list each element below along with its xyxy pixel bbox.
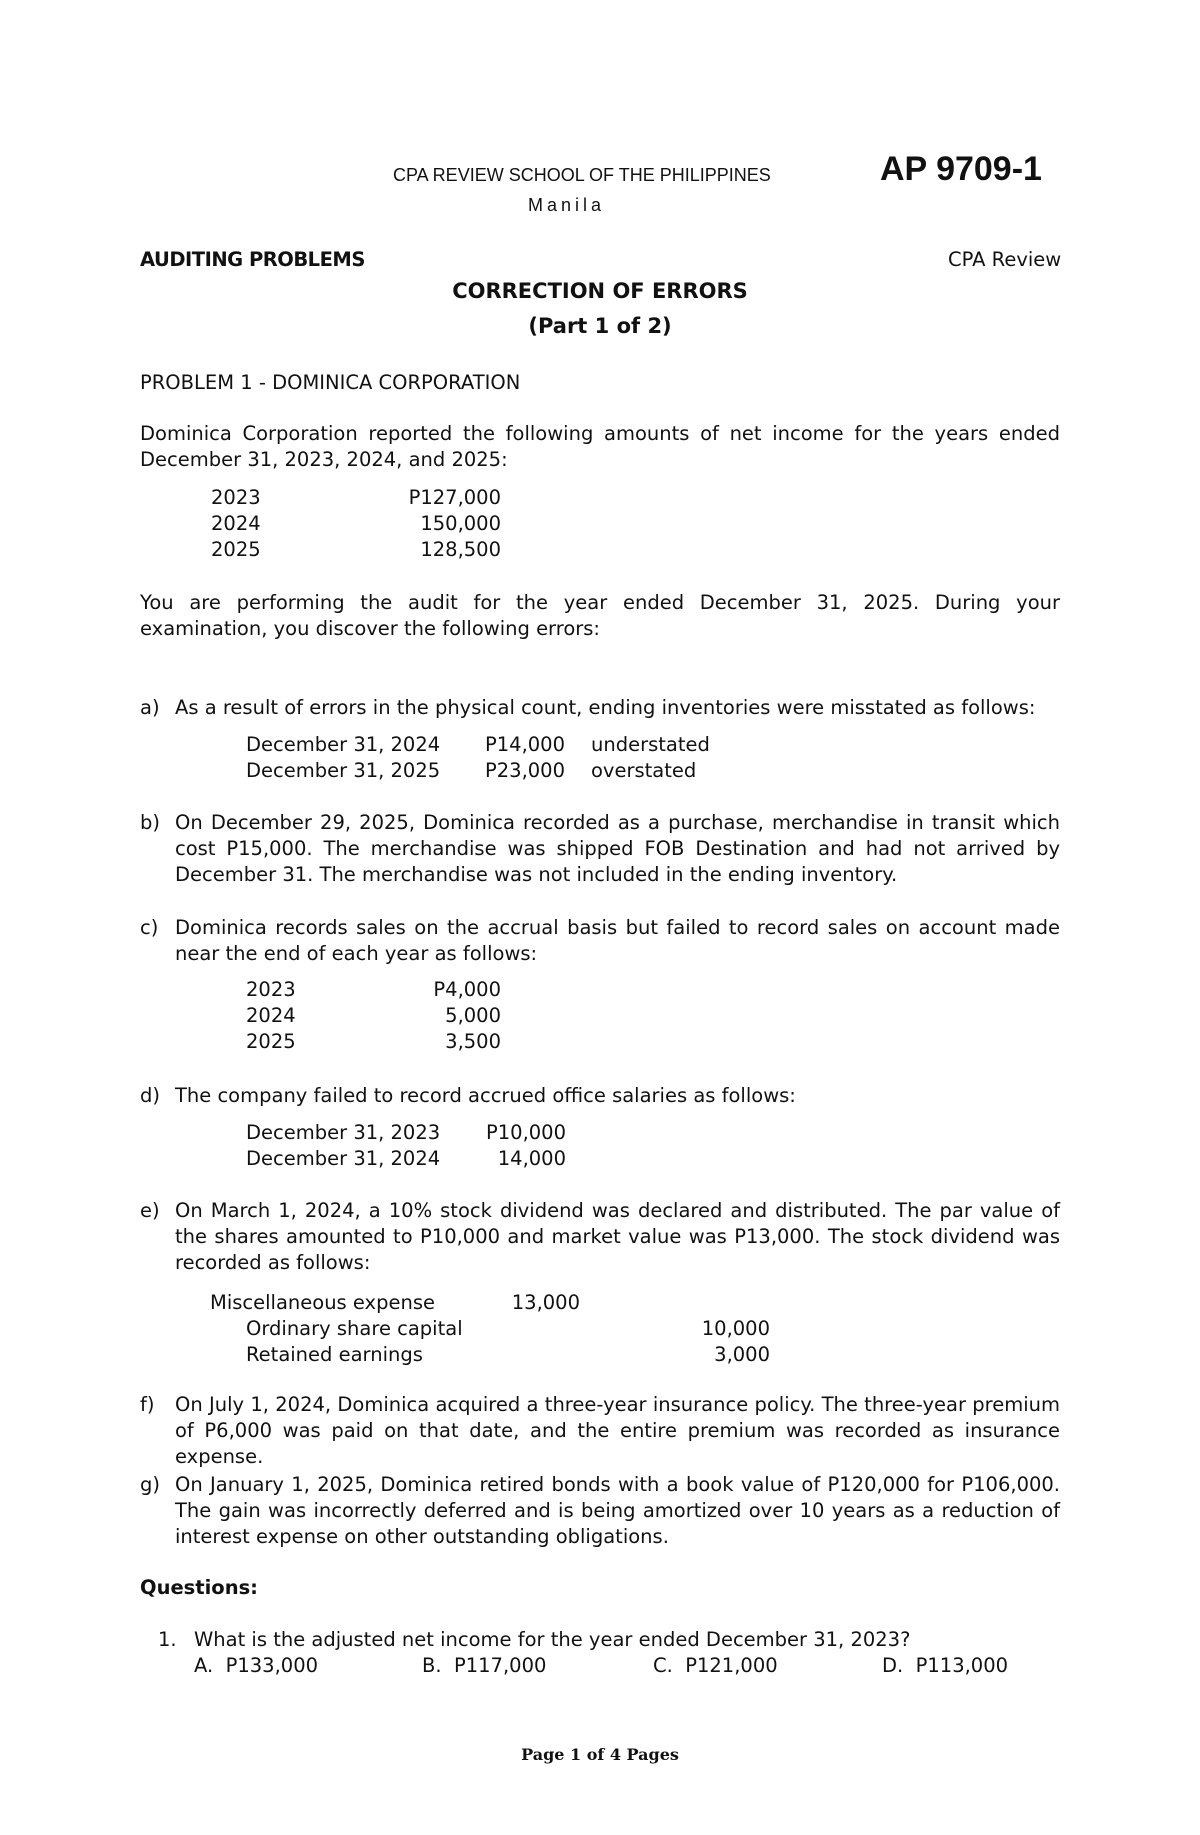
year-cell: 2025 xyxy=(211,538,261,561)
amount-cell: 128,500 xyxy=(420,538,501,561)
item-text-e: On March 1, 2024, a 10% stock dividend was declared and distributed. The par value of the shares amounted to P10,000 and market value was P13,000. The stock dividend was recorded as follows: xyxy=(175,1199,1060,1274)
credit-cell: 3,000 xyxy=(714,1343,770,1366)
table-row xyxy=(246,732,746,758)
year-cell: 2023 xyxy=(246,978,296,1001)
table-row xyxy=(211,485,501,511)
problem-heading: PROBLEM 1 - DOMINICA CORPORATION xyxy=(140,371,521,394)
item-label-e: e) xyxy=(140,1199,160,1222)
table-row xyxy=(210,1290,770,1316)
document-title: CORRECTION OF ERRORS xyxy=(452,279,748,303)
amount-cell: 5,000 xyxy=(445,1004,501,1027)
amount-cell: 3,500 xyxy=(445,1030,501,1053)
unrecorded-sales-table xyxy=(246,977,501,1055)
choice-letter: B. xyxy=(422,1654,442,1677)
year-cell: 2024 xyxy=(246,1004,296,1027)
amount-cell: P4,000 xyxy=(433,978,501,1001)
year-cell: 2024 xyxy=(211,512,261,535)
debit-cell: 13,000 xyxy=(511,1291,580,1314)
choice-letter: A. xyxy=(194,1654,214,1677)
item-text-g: On January 1, 2025, Dominica retired bonds with a book value of P120,000 for P106,000. The gain was incorrectly deferred and is being amortized over 10 years as a reduction of interest expense on other outstanding obligations. xyxy=(175,1473,1060,1548)
account-cell: Ordinary share capital xyxy=(246,1317,463,1340)
year-cell: 2023 xyxy=(211,486,261,509)
choice-letter: D. xyxy=(882,1654,904,1677)
inventory-table xyxy=(246,732,746,784)
problem-intro: Dominica Corporation reported the following amounts of net income for the years ended December 31, 2023, 2024, and 2025: xyxy=(140,422,1060,471)
choice-value: P133,000 xyxy=(225,1654,319,1677)
choice-a xyxy=(194,1653,318,1679)
table-row xyxy=(211,511,501,537)
document-part: (Part 1 of 2) xyxy=(528,314,672,338)
school-city: Manila xyxy=(528,195,606,215)
item-label-a: a) xyxy=(140,696,160,719)
item-text-d: The company failed to record accrued office salaries as follows: xyxy=(175,1084,796,1107)
table-row xyxy=(211,537,501,563)
table-row xyxy=(246,1003,501,1029)
questions-heading: Questions: xyxy=(140,1576,258,1599)
accrued-salaries-table xyxy=(246,1120,576,1172)
choice-b xyxy=(422,1653,546,1679)
net-income-table xyxy=(211,485,501,563)
choice-c xyxy=(653,1653,778,1679)
table-row xyxy=(210,1342,770,1368)
date-cell: December 31, 2024 xyxy=(246,1147,441,1170)
question-text: What is the adjusted net income for the year ended December 31, 2023? xyxy=(194,1628,911,1651)
question-number: 1. xyxy=(158,1628,177,1651)
document-code: AP 9709-1 xyxy=(880,150,1042,188)
item-text-c: Dominica records sales on the accrual basis but failed to record sales on account made near the end of each year as follows: xyxy=(175,916,1060,965)
choice-value: P121,000 xyxy=(685,1654,778,1677)
status-cell: understated xyxy=(591,733,710,756)
amount-cell: 14,000 xyxy=(497,1147,566,1170)
account-cell: Miscellaneous expense xyxy=(210,1291,435,1314)
journal-entry xyxy=(210,1290,770,1368)
amount-cell: P127,000 xyxy=(408,486,501,509)
amount-cell: P14,000 xyxy=(485,733,565,756)
table-row xyxy=(246,758,746,784)
table-row xyxy=(246,1029,501,1055)
school-name: CPA REVIEW SCHOOL OF THE PHILIPPINES xyxy=(393,165,771,185)
amount-cell: 150,000 xyxy=(420,512,501,535)
amount-cell: P10,000 xyxy=(486,1121,566,1144)
table-row xyxy=(246,1146,576,1172)
choice-letter: C. xyxy=(653,1654,673,1677)
date-cell: December 31, 2025 xyxy=(246,759,441,782)
choice-d xyxy=(882,1653,1008,1679)
item-label-d: d) xyxy=(140,1084,160,1107)
status-cell: overstated xyxy=(591,759,697,782)
course-label: CPA Review xyxy=(948,248,1062,271)
item-label-g: g) xyxy=(140,1473,160,1496)
table-row xyxy=(246,1120,576,1146)
item-text-a: As a result of errors in the physical count, ending inventories were misstated as follows: xyxy=(175,696,1036,719)
table-row xyxy=(210,1316,770,1342)
choice-value: P113,000 xyxy=(915,1654,1009,1677)
item-label-c: c) xyxy=(140,916,159,939)
item-label-f: f) xyxy=(140,1393,155,1416)
table-row xyxy=(246,977,501,1003)
account-cell: Retained earnings xyxy=(246,1343,423,1366)
audit-text: You are performing the audit for the year ended December 31, 2025. During your examination, you discover the following errors: xyxy=(140,591,1060,640)
page-number: Page 1 of 4 Pages xyxy=(521,1745,679,1764)
year-cell: 2025 xyxy=(246,1030,296,1053)
item-label-b: b) xyxy=(140,811,160,834)
choice-value: P117,000 xyxy=(453,1654,547,1677)
subject-label: AUDITING PROBLEMS xyxy=(140,248,365,271)
item-text-f: On July 1, 2024, Dominica acquired a three-year insurance policy. The three-year premium of P6,000 was paid on that date, and the entire premium was recorded as insurance expense. xyxy=(175,1393,1060,1468)
amount-cell: P23,000 xyxy=(485,759,565,782)
item-text-b: On December 29, 2025, Dominica recorded as a purchase, merchandise in transit which cost P15,000. The merchandise was shipped FOB Destination and had not arrived by December 31. The merchandise was not included in the ending inventory. xyxy=(175,811,1060,886)
date-cell: December 31, 2024 xyxy=(246,733,441,756)
date-cell: December 31, 2023 xyxy=(246,1121,441,1144)
credit-cell: 10,000 xyxy=(701,1317,770,1340)
